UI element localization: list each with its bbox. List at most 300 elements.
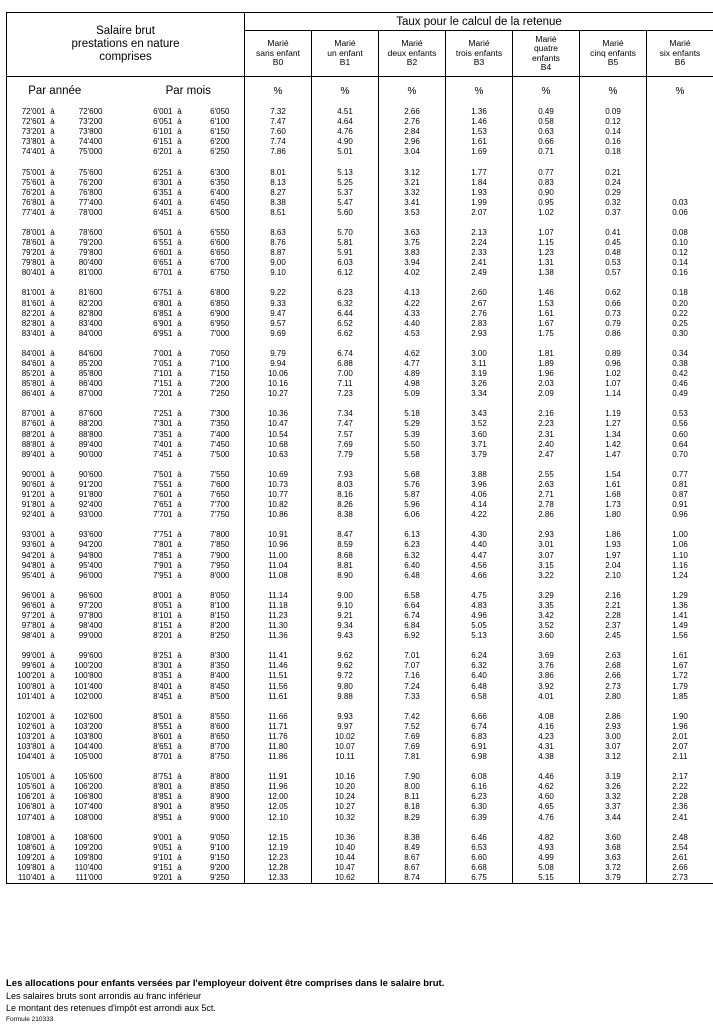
rate-b5: 0.32: [580, 198, 647, 208]
annual-to: 89'400: [78, 439, 103, 449]
spacer-cell: [103, 732, 133, 742]
spacer-cell: [230, 510, 245, 520]
rate-b2: 4.53: [379, 329, 446, 339]
rate-b2: 8.67: [379, 863, 446, 873]
rate-b0: 8.51: [245, 208, 312, 218]
rate-b2: 4.13: [379, 288, 446, 298]
table-row: [7, 329, 713, 339]
annual-from: 101'401: [7, 692, 46, 702]
rate-b0: 12.10: [245, 813, 312, 823]
annual-separator: à: [50, 298, 55, 308]
table-row: [7, 480, 713, 490]
annual-separator: à: [50, 842, 55, 852]
monthly-separator: à: [177, 651, 182, 661]
rate-b6: 2.28: [647, 792, 713, 802]
rate-b5: 2.45: [580, 631, 647, 641]
annual-to: 73'800: [78, 127, 103, 137]
annual-to: 100'800: [74, 671, 103, 681]
rate-b5: 3.00: [580, 732, 647, 742]
table-row: [7, 309, 713, 319]
rate-b4: 1.15: [513, 238, 580, 248]
header-col-code: B4: [540, 62, 552, 72]
rate-b3: 3.43: [446, 409, 513, 419]
header-col-b1: [312, 31, 379, 77]
rate-b2: 7.07: [379, 661, 446, 671]
table-row: [7, 571, 713, 581]
rate-b6: 2.54: [647, 843, 713, 853]
monthly-from: 8'801: [153, 782, 173, 792]
monthly-from: 8'651: [153, 742, 173, 752]
monthly-to: 7'100: [210, 359, 230, 369]
rate-b1: 5.70: [312, 228, 379, 238]
annual-separator: à: [50, 540, 55, 550]
rate-b3: 3.60: [446, 430, 513, 440]
monthly-to: 6'400: [210, 187, 230, 197]
annual-from: 88'801: [7, 440, 46, 450]
monthly-from: 6'301: [153, 177, 173, 187]
monthly-from: 9'101: [153, 852, 173, 862]
annual-from: 87'001: [7, 409, 46, 419]
rate-b2: 3.94: [379, 258, 446, 268]
monthly-separator: à: [177, 842, 182, 852]
annual-separator: à: [50, 802, 55, 812]
monthly-from: 7'951: [153, 570, 173, 580]
annual-separator: à: [50, 177, 55, 187]
monthly-to: 8'150: [210, 610, 230, 620]
rate-b5: 0.62: [580, 288, 647, 298]
annual-from: 77'401: [7, 208, 46, 218]
rate-b2: 2.96: [379, 137, 446, 147]
annual-to: 78'000: [78, 207, 103, 217]
rate-b2: 7.42: [379, 712, 446, 722]
rate-b6: 0.42: [647, 369, 713, 379]
monthly-from: 6'001: [153, 107, 173, 117]
rate-b4: 0.83: [513, 178, 580, 188]
rate-b4: 3.69: [513, 651, 580, 661]
rate-b6: 0.06: [647, 208, 713, 218]
monthly-separator: à: [177, 560, 182, 570]
annual-to: 96'600: [78, 590, 103, 600]
rate-b4: 3.42: [513, 611, 580, 621]
rate-b5: 2.93: [580, 722, 647, 732]
table-row: [7, 692, 713, 702]
monthly-to: 9'050: [210, 832, 230, 842]
rate-b1: 8.47: [312, 530, 379, 540]
monthly-to: 8'650: [210, 731, 230, 741]
rate-b5: 0.96: [580, 359, 647, 369]
annual-separator: à: [50, 107, 55, 117]
table-row: [7, 349, 713, 359]
annual-to: 84'000: [78, 328, 103, 338]
monthly-from: 6'651: [153, 258, 173, 268]
rate-b0: 9.57: [245, 319, 312, 329]
annual-from: 105'601: [7, 782, 46, 792]
rate-b5: 1.97: [580, 550, 647, 560]
monthly-separator: à: [177, 137, 182, 147]
spacer-cell: [103, 540, 133, 550]
rate-b5: 0.12: [580, 117, 647, 127]
rate-b5: 1.42: [580, 440, 647, 450]
monthly-to: 7'500: [210, 449, 230, 459]
rate-b3: 4.47: [446, 550, 513, 560]
spacer-cell: [230, 389, 245, 399]
rate-b4: 2.16: [513, 409, 580, 419]
rate-b4: 3.07: [513, 550, 580, 560]
rate-b4: 4.38: [513, 752, 580, 762]
spacer-cell: [103, 450, 133, 460]
spacer-cell: [103, 490, 133, 500]
annual-from: 83'401: [7, 329, 46, 339]
rate-b0: 11.30: [245, 621, 312, 631]
rate-b3: 3.71: [446, 440, 513, 450]
annual-separator: à: [50, 610, 55, 620]
monthly-from: 8'851: [153, 792, 173, 802]
rate-b1: 6.62: [312, 329, 379, 339]
rate-b2: 5.87: [379, 490, 446, 500]
rate-b1: 8.03: [312, 480, 379, 490]
annual-to: 102'600: [74, 711, 103, 721]
rate-b1: 5.60: [312, 208, 379, 218]
rate-b3: 2.33: [446, 248, 513, 258]
monthly-separator: à: [177, 227, 182, 237]
monthly-from: 8'501: [153, 711, 173, 721]
annual-to: 90'000: [78, 449, 103, 459]
spacer-cell: [230, 127, 245, 137]
rate-b5: 3.79: [580, 873, 647, 884]
rate-b0: 12.00: [245, 792, 312, 802]
spacer-cell: [230, 550, 245, 560]
annual-to: 97'200: [78, 600, 103, 610]
group-spacer: [7, 460, 713, 470]
rate-b1: 10.24: [312, 792, 379, 802]
monthly-separator: à: [177, 107, 182, 117]
annual-from: 102'001: [7, 712, 46, 722]
annual-from: 82'801: [7, 319, 46, 329]
rate-b6: [647, 178, 713, 188]
rate-b0: 10.47: [245, 419, 312, 429]
monthly-separator: à: [177, 348, 182, 358]
rate-b1: 10.20: [312, 782, 379, 792]
monthly-separator: à: [177, 147, 182, 157]
annual-to: 104'400: [74, 742, 103, 752]
annual-to: 72'600: [78, 107, 103, 117]
annual-separator: à: [50, 772, 55, 782]
rate-b2: 3.21: [379, 178, 446, 188]
spacer-cell: [103, 550, 133, 560]
table-row: [7, 530, 713, 540]
monthly-from: 7'051: [153, 359, 173, 369]
annual-to: 82'800: [78, 308, 103, 318]
spacer-cell: [230, 299, 245, 309]
table-row: [7, 299, 713, 309]
rate-b5: 1.93: [580, 540, 647, 550]
rate-b1: 8.59: [312, 540, 379, 550]
rate-b5: 0.41: [580, 228, 647, 238]
rate-b2: 8.29: [379, 813, 446, 823]
group-spacer: [7, 157, 713, 167]
rate-b4: 1.31: [513, 258, 580, 268]
table-row: [7, 248, 713, 258]
rate-b4: 1.53: [513, 299, 580, 309]
header-col-line2: six enfants: [659, 47, 701, 58]
rate-b0: 12.33: [245, 873, 312, 884]
rate-b1: 10.02: [312, 732, 379, 742]
rate-b0: 7.47: [245, 117, 312, 127]
annual-from: 102'601: [7, 722, 46, 732]
spacer-cell: [230, 611, 245, 621]
rate-b3: 2.41: [446, 258, 513, 268]
rate-b2: 6.40: [379, 561, 446, 571]
annual-separator: à: [50, 187, 55, 197]
annual-separator: à: [50, 379, 55, 389]
monthly-from: 8'151: [153, 621, 173, 631]
rate-b3: 6.24: [446, 651, 513, 661]
monthly-to: 6'600: [210, 238, 230, 248]
monthly-to: 8'800: [210, 772, 230, 782]
annual-from: 85'801: [7, 379, 46, 389]
rate-b6: 2.11: [647, 752, 713, 762]
rate-b0: 11.18: [245, 601, 312, 611]
rate-b4: 2.23: [513, 419, 580, 429]
spacer-cell: [103, 349, 133, 359]
table-row: [7, 550, 713, 560]
rate-b3: 3.88: [446, 470, 513, 480]
rate-b2: 5.68: [379, 470, 446, 480]
table-row: [7, 782, 713, 792]
annual-separator: à: [50, 207, 55, 217]
annual-to: 77'400: [78, 197, 103, 207]
spacer-cell: [103, 470, 133, 480]
rate-b6: 0.96: [647, 510, 713, 520]
table-row: [7, 258, 713, 268]
rate-b3: 1.93: [446, 188, 513, 198]
annual-separator: à: [50, 590, 55, 600]
header-pct-b3: %: [446, 77, 513, 98]
monthly-to: 8'200: [210, 621, 230, 631]
rate-b3: 3.19: [446, 369, 513, 379]
annual-to: 78'600: [78, 227, 103, 237]
table-row: [7, 540, 713, 550]
spacer-cell: [230, 631, 245, 641]
annual-to: 108'000: [74, 812, 103, 822]
table-row: [7, 490, 713, 500]
annual-separator: à: [50, 469, 55, 479]
rate-b4: 3.22: [513, 571, 580, 581]
spacer-cell: [103, 561, 133, 571]
monthly-to: 7'350: [210, 419, 230, 429]
spacer-cell: [103, 329, 133, 339]
rate-b3: 6.08: [446, 772, 513, 782]
spacer-cell: [103, 440, 133, 450]
annual-to: 85'800: [78, 369, 103, 379]
annual-separator: à: [50, 671, 55, 681]
rate-b6: 0.46: [647, 379, 713, 389]
annual-to: 92'400: [78, 500, 103, 510]
spacer-cell: [103, 802, 133, 812]
annual-from: 100'801: [7, 682, 46, 692]
monthly-from: 8'301: [153, 661, 173, 671]
monthly-to: 7'750: [210, 510, 230, 520]
spacer-cell: [230, 288, 245, 298]
monthly-to: 8'400: [210, 671, 230, 681]
monthly-to: 9'100: [210, 842, 230, 852]
spacer-cell: [230, 742, 245, 752]
rate-b0: 8.63: [245, 228, 312, 238]
annual-to: 80'400: [78, 258, 103, 268]
rate-b2: 5.09: [379, 389, 446, 399]
monthly-from: 7'901: [153, 560, 173, 570]
spacer-cell: [103, 682, 133, 692]
monthly-to: 6'350: [210, 177, 230, 187]
rate-b2: 3.04: [379, 147, 446, 157]
annual-separator: à: [50, 389, 55, 399]
annual-to: 81'000: [78, 268, 103, 278]
monthly-to: 6'250: [210, 147, 230, 157]
table-row: [7, 591, 713, 601]
spacer-cell: [103, 379, 133, 389]
rate-b3: 6.74: [446, 722, 513, 732]
monthly-separator: à: [177, 661, 182, 671]
monthly-from: 7'401: [153, 439, 173, 449]
monthly-from: 6'251: [153, 167, 173, 177]
rate-b3: 6.23: [446, 792, 513, 802]
rate-b2: 6.58: [379, 591, 446, 601]
monthly-from: 8'701: [153, 752, 173, 762]
rate-b6: 0.81: [647, 480, 713, 490]
table-row: [7, 621, 713, 631]
spacer-cell: [103, 107, 133, 117]
monthly-separator: à: [177, 792, 182, 802]
rate-b6: 1.41: [647, 611, 713, 621]
spacer-cell: [230, 561, 245, 571]
rate-b4: 3.52: [513, 621, 580, 631]
annual-to: 111'000: [60, 873, 103, 884]
spacer-cell: [103, 752, 133, 762]
rate-b4: 3.60: [513, 631, 580, 641]
table-row: [7, 671, 713, 681]
monthly-from: 7'101: [153, 369, 173, 379]
rate-b2: 7.69: [379, 742, 446, 752]
tax-rate-table: [6, 12, 713, 884]
rate-b6: 2.48: [647, 833, 713, 843]
spacer-cell: [103, 127, 133, 137]
rate-b5: 2.10: [580, 571, 647, 581]
rate-b5: 2.68: [580, 661, 647, 671]
annual-separator: à: [50, 852, 55, 862]
rate-b6: [647, 167, 713, 177]
rate-b3: 4.66: [446, 571, 513, 581]
annual-to: 93'000: [78, 510, 103, 520]
monthly-from: 6'051: [153, 117, 173, 127]
spacer-cell: [230, 571, 245, 581]
monthly-to: 6'800: [210, 288, 230, 298]
rate-b3: 1.36: [446, 107, 513, 117]
annual-from: 78'001: [7, 228, 46, 238]
rate-b3: 1.53: [446, 127, 513, 137]
rate-b1: 10.11: [312, 752, 379, 762]
monthly-separator: à: [177, 117, 182, 127]
header-salaire: [7, 13, 245, 77]
header-col-line1: Marié: [334, 38, 356, 49]
annual-to: 110'400: [74, 862, 103, 872]
table-row: [7, 228, 713, 238]
table-row: [7, 792, 713, 802]
monthly-to: 7'050: [210, 348, 230, 358]
rate-b3: 3.26: [446, 379, 513, 389]
rate-b4: 0.90: [513, 188, 580, 198]
monthly-from: 6'801: [153, 298, 173, 308]
spacer-cell: [103, 853, 133, 863]
annual-from: 103'801: [7, 742, 46, 752]
annual-from: 96'601: [7, 601, 46, 611]
spacer-cell: [103, 500, 133, 510]
monthly-to: 7'850: [210, 540, 230, 550]
monthly-to: 7'450: [210, 439, 230, 449]
rate-b1: 5.37: [312, 188, 379, 198]
rate-b4: 4.99: [513, 853, 580, 863]
annual-from: 91'801: [7, 500, 46, 510]
rate-b1: 4.76: [312, 127, 379, 137]
table-row: [7, 661, 713, 671]
monthly-from: 8'401: [153, 681, 173, 691]
annual-from: 108'601: [7, 843, 46, 853]
rate-b3: 6.32: [446, 661, 513, 671]
header-col-b0: [245, 31, 312, 77]
rate-b2: 6.32: [379, 550, 446, 560]
annual-from: 93'601: [7, 540, 46, 550]
annual-to: 106'200: [74, 782, 103, 792]
annual-separator: à: [50, 600, 55, 610]
monthly-to: 6'750: [210, 268, 230, 278]
rate-b0: 10.68: [245, 440, 312, 450]
rate-b4: 2.31: [513, 430, 580, 440]
rate-b2: 5.39: [379, 430, 446, 440]
header-col-line1: Marié: [468, 38, 490, 49]
rate-b6: 0.10: [647, 238, 713, 248]
rate-b2: 6.74: [379, 611, 446, 621]
header-col-line1: Marié: [401, 38, 423, 49]
header-pct-b2: %: [379, 77, 446, 98]
monthly-separator: à: [177, 449, 182, 459]
rate-b3: 1.77: [446, 167, 513, 177]
rate-b4: 4.82: [513, 833, 580, 843]
rate-b6: 2.36: [647, 802, 713, 812]
monthly-from: 7'801: [153, 540, 173, 550]
rate-b6: 1.06: [647, 540, 713, 550]
annual-from: 82'201: [7, 309, 46, 319]
rate-b6: 0.14: [647, 258, 713, 268]
spacer-cell: [230, 651, 245, 661]
monthly-separator: à: [177, 167, 182, 177]
rate-b3: 2.24: [446, 238, 513, 248]
spacer-cell: [103, 299, 133, 309]
monthly-from: 6'351: [153, 187, 173, 197]
rate-b4: 2.71: [513, 490, 580, 500]
rate-b3: 6.40: [446, 671, 513, 681]
rate-b0: 10.27: [245, 389, 312, 399]
rate-b0: 11.76: [245, 732, 312, 742]
monthly-to: 9'150: [210, 852, 230, 862]
monthly-separator: à: [177, 308, 182, 318]
spacer-cell: [103, 389, 133, 399]
rate-b2: 6.06: [379, 510, 446, 520]
rate-b0: 11.91: [245, 772, 312, 782]
annual-from: 88'201: [7, 430, 46, 440]
rate-b2: 5.29: [379, 419, 446, 429]
spacer-cell: [230, 682, 245, 692]
annual-to: 73'200: [78, 117, 103, 127]
rate-b6: 1.96: [647, 722, 713, 732]
